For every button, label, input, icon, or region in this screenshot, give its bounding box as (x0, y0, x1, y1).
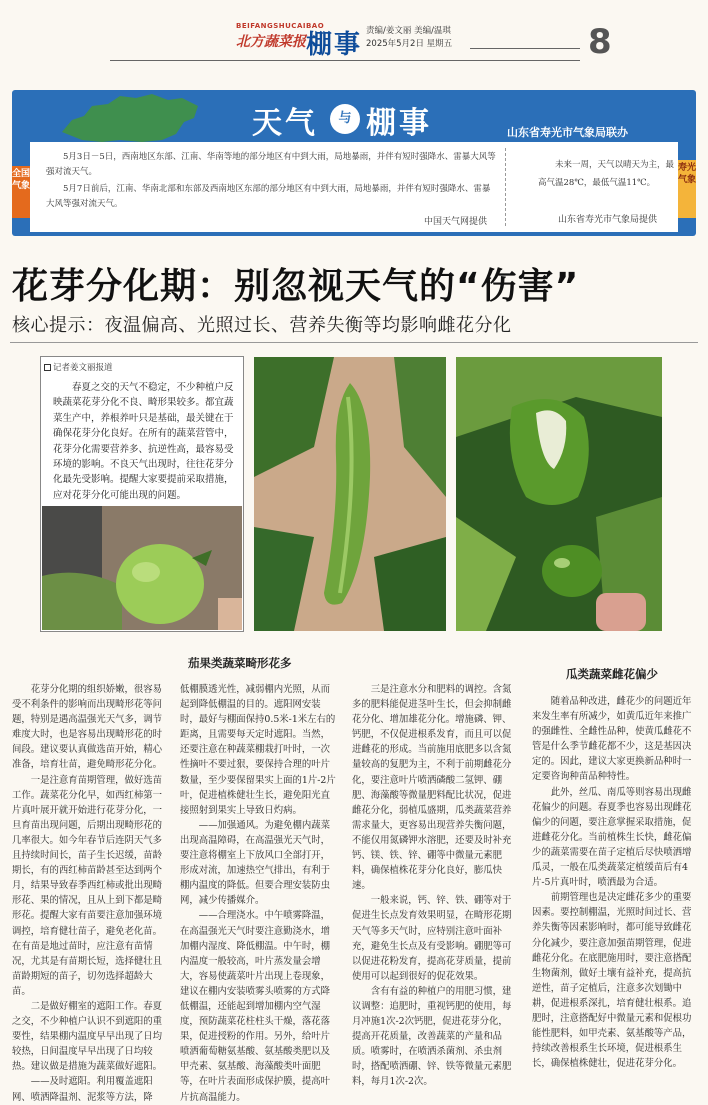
weather-sponsor: 山东省寿光市气象局联办 (507, 126, 628, 139)
bitter-gourd-photo (254, 357, 446, 631)
col2-para: ——加强通风。为避免棚内蔬菜出现高温障碍，在高温强光天气时，要注意将棚室上下放风口全部打开，形成对流，加速热空气排出，有利于棚内温度的降低。但要合理安装防虫网，减少传播媒介。 (180, 819, 331, 907)
article-column-4 (532, 694, 698, 1070)
article-column-2 (180, 682, 336, 1103)
section-title: 棚事 (306, 30, 363, 60)
local-weather-tag: 寿光气象 (678, 160, 696, 218)
national-credit: 中国天气网提供 (424, 217, 488, 227)
article-column-3 (352, 682, 512, 1088)
col3-para: 含有有益的种植户的用肥习惯，建议调整：追肥时，重视钙肥的使用，每月冲施1次-2次钙肥，促进花芽分化，提高开花质量，改善蔬菜的产量和品质。喷雾时，在喷洒杀菌剂、杀虫剂时，搭配喷洒硼、锌、铁等微量元素肥料，每月1次-2次。 (352, 985, 512, 1088)
weather-title-and: 与 (330, 104, 360, 134)
local-forecast: 未来一周，天气以晴天为主，最高气温28℃，最低气温11℃。 (538, 160, 675, 188)
byline (44, 361, 113, 373)
china-map-icon (58, 92, 206, 144)
editors: 责编/姜文丽 美编/温琪 (366, 26, 451, 36)
col1-para: 二是做好棚室的遮阳工作。春夏之交，不少种植户认识不到遮阳的重要性，结果棚内温度早早出现了日均较热，日间温度早早出现了日均较热。建议做是措施为蔬菜做好遮阳。 (12, 1000, 163, 1073)
byline-text: 记者姜文丽报道 (53, 363, 113, 373)
col4-para: 前期管理也是决定雌花多少的重要因素。要控制棚温，光照时间过长、营养失衡等因素影响时，都可能导致雌花分化减少，要注意加强苗期管理，促进雌花分化。在底肥施用时，要注意搭配生物菌剂，做好土壤有益补充，提高抗逆性，苗子定植后，注意多次划锄中耕，促进根系深扎，培育健壮根系。追肥时，注意搭配好中微量元素和促根功能性肥料，如甲壳素、氨基酸等产品，持续改善根系生长环境，促进根系生长，确保植株健壮，促进花芽分化。 (532, 892, 692, 1070)
section-title-solanaceous: 茄果类蔬菜畸形花多 (188, 656, 292, 670)
byline-square-icon (44, 364, 51, 371)
header-rule (110, 60, 580, 61)
headline-rule (10, 342, 698, 343)
col2-para: ——合理浇水。中午喷雾降温，在高温强光天气时要注意勤浇水，增加棚内湿度、降低棚温。中午时，棚内温度一般较高，叶片蒸发量会增大，容易使蔬菜叶片出现上卷现象，建议在棚内安装喷雾头喷雾的方式降低棚温，还能起到增加棚内空气湿度，预防蔬菜花柱柱头干燥，落花落果，促进授粉的作用。另外，给叶片喷洒葡萄糖氨基酸、氨基酸类肥以及甲壳素、氨基酸、海藻酸类叶面肥等，在叶片表面形成保护膜，提高叶片抗高温能力。 (180, 910, 331, 1103)
col1-para: 一是注意育苗期管理，做好选苗工作。蔬菜花分化早，如西红柿第一片真叶展开就开始进行花芽分化，一旦育苗出现问题，后期出现畸形花的几率很大。如今年春节后连阴天气多且持续时间长，苗子生长迟缓，苗龄期长，有的西红柿苗龄甚至达到两个月，结果导致春季西红柿或批出现畸形花、果的情况，且从上到下都是畸形花。提醒大家有苗要注意加强环境调控，培育健壮苗子，避免老化苗。在有苗是地过苗时，应注意有苗情况，尤其是有苗期长短，选择健壮且苗龄期短的苗子，切勿选择超龄大苗。 (12, 774, 163, 997)
page-number: 8 (588, 22, 612, 62)
col1-para: 花芽分化期的组织娇嫩，很容易受不利条件的影响而出现畸形花等问题，特别是遇高温强光天气多，调节难度大时，也是容易出现畸形花的时间段。建议要认真做选苗开始，精心准备，培育壮苗，避免畸形花分化。 (12, 684, 163, 771)
article-subhead: 核心提示：夜温偏高、光照过长、营养失衡等均影响雌花分化 (12, 315, 512, 336)
col1-para: ——及时遮阳。利用覆盖遮阳网、喷洒降温剂、泥浆等方法，降 (12, 1076, 153, 1103)
local-credit: 山东省寿光市气象局提供 (558, 215, 658, 225)
weather-divider (505, 148, 506, 226)
pepper-photo (456, 357, 662, 631)
col3-para: 一般来说，钙、锌、铁、硼等对于促进生长点发育效果明显，在畸形花期天气等多天气时，应特别注意叶面补充，避免生长点及有受影响。硼肥等可以促进花粉发育，提高花芽质量，提前使用可以起到很好的促花效果。 (352, 895, 512, 982)
weather-title-right: 棚事 (366, 106, 432, 141)
national-forecast-1: 5月3日－5日，西南地区东部、江南、华南等地的部分地区有中到大雨，局地暴雨，并伴有短时强降水、雷暴大风等强对流天气。 (46, 152, 496, 177)
article-headline: 花芽分化期：别忽视天气的“伤害” (12, 266, 580, 307)
col2-para: 低棚膜透光性，减弱棚内光照，从而起到降低棚温的目的。遮阳网安装时，最好与棚面保持0.5米-1米左右的距离，且需要每天定时遮阳。当然，还要注意在种蔬菜棚栽打叶时，一次性摘叶不要过狠，要保持合理的叶片数量，至少要保留果实上面的1片-2片叶，促进植株健壮生长，避免阳光直接照射到果实上导致日灼病。 (180, 684, 336, 816)
col4-para: 随着品种改进，雌花少的问题近年来发生率有所减少，如黄瓜近年来推广的强雌性、全雌性品种，使黄瓜雌花不管是什么季节雌花都不少，这是基因决定的。因此，建议大家更换新品种时一定要咨询种苗品种特性。 (532, 696, 692, 783)
header-rule-right (470, 48, 580, 49)
weather-title-left: 天气 (252, 106, 318, 141)
national-weather-tag: 全国气象 (12, 166, 30, 218)
col4-para: 此外，丝瓜、南瓜等则容易出现雌花偏少的问题。春夏季也容易出现雌花偏少的问题，要注意掌握采取措施，促进雌花分化。当前植株生长快，雌花偏少的蔬菜需要在苗子定植后尽快喷洒增瓜灵，一般在瓜类蔬菜定植缓苗后有4片-5片真叶时，喷洒最为合适。 (532, 786, 692, 889)
paper-pinyin: BEIFANGSHUCAIBAO (236, 22, 325, 30)
intro-text: 春夏之交的天气不稳定，不少种植户反映蔬菜花芽分化不良、畸形果较多。都宜蔬菜生产中，养根养叶只是基础，最关键在于确保花芽分化良好。在所有的蔬菜营管中，花芽分化需要营养多、抗逆性高，最容易受环境的影响。不良天气出现时，往往花芽分化最先受影响。提醒大家要提前采取措施，应对花芽分化可能出现的问题。 (53, 382, 234, 501)
national-forecast-2: 5月7日前后，江南、华南北部和东部及西南地区东部的部分地区有中到大雨，局地暴雨，并伴有短时强降水、雷暴大风等强对流天气。 (46, 184, 491, 209)
issue-date: 2025年5月2日 星期五 (366, 39, 453, 49)
paper-name: 北方蔬菜报 (236, 34, 306, 50)
col3-para: 三是注意水分和肥料的调控。含氮多的肥料能促进茎叶生长，但会抑制雌花分化、增加雄花分化。增施磷、钾、钙肥，不仅促进根系发育，而且可以促进雌花的形成。当前施用底肥多以含氮量较高的复肥为主，不利于前期雌花分化，要注意叶片喷洒磷酸二氢钾、硼肥、海藻酸等微量肥料配比状况，促进雌花分化，弱植瓜盛期，瓜类蔬菜营养需求量大，更容易出现营养失衡问题，不能仅用氮磷钾水溶肥，还要及时补充钙、镁、铁、锌、硼等中微量元素肥料，确保植株花芽分化良好，膨瓜快速。 (352, 684, 512, 892)
article-column-1 (12, 682, 170, 1103)
section-title-cucurbit: 瓜类蔬菜雌花偏少 (566, 667, 658, 681)
tomato-photo (42, 506, 242, 630)
